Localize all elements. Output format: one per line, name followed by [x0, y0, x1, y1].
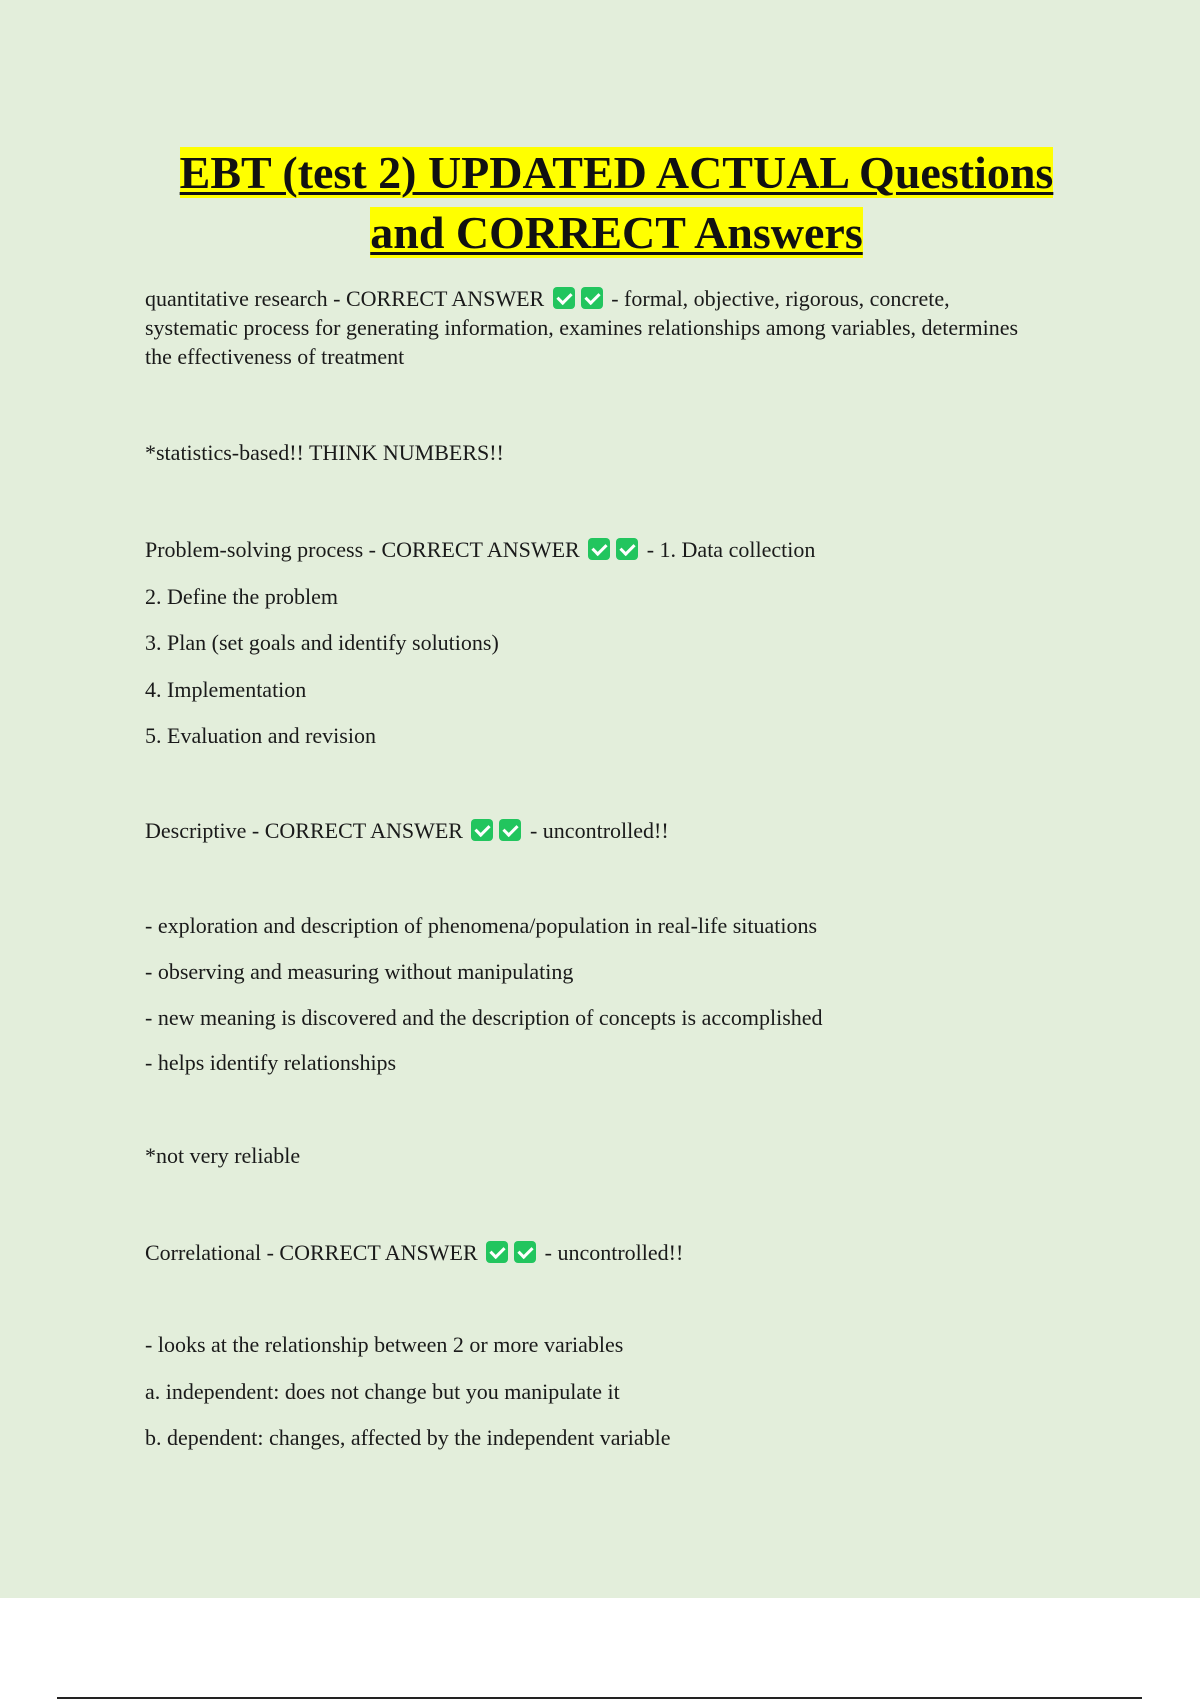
entry-term: Descriptive -: [145, 818, 265, 843]
list-item: 4. Implementation: [145, 677, 307, 702]
list-item: - observing and measuring without manipulating: [145, 959, 574, 984]
list-item: - helps identify relationships: [145, 1050, 397, 1075]
entry-term: Problem-solving process -: [145, 537, 382, 562]
check-box-icon: [471, 819, 493, 841]
entry-answer: - uncontrolled!!: [529, 818, 669, 843]
check-box-icon: [514, 1241, 536, 1263]
check-box-icon: [486, 1241, 508, 1263]
list-item: 2. Define the problem: [145, 584, 339, 609]
entry-correlational: [145, 1238, 683, 1267]
entry-quantitative-research: [145, 284, 1045, 371]
check-box-icon: [581, 287, 603, 309]
list-item: 3. Plan (set goals and identify solutions): [145, 630, 499, 655]
check-box-icon: [499, 819, 521, 841]
answer-marker: CORRECT ANSWER: [381, 537, 580, 562]
entry-answer: - 1. Data collection: [646, 537, 816, 562]
entry-descriptive: [145, 816, 669, 845]
page-divider: [57, 1697, 1142, 1699]
list-item: - new meaning is discovered and the description of concepts is accomplished: [145, 1005, 823, 1030]
entry-answer: - uncontrolled!!: [544, 1240, 684, 1265]
check-box-icon: [588, 538, 610, 560]
entry-note: *statistics-based!! THINK NUMBERS!!: [145, 440, 504, 465]
list-item: - exploration and description of phenomena/population in real-life situations: [145, 913, 818, 938]
entry-answer: - formal, objective, rigorous, concrete, systematic process for generating information, examines relationships among variables, determines the effectiveness of treatment: [145, 286, 1019, 369]
list-item: 5. Evaluation and revision: [145, 723, 376, 748]
check-box-icon: [553, 287, 575, 309]
list-item: - looks at the relationship between 2 or more variables: [145, 1332, 624, 1357]
entry-term: Correlational -: [145, 1240, 280, 1265]
document-title: EBT (test 2) UPDATED ACTUAL Questions and CORRECT Answers: [179, 147, 1054, 258]
answer-marker: CORRECT ANSWER: [264, 818, 463, 843]
entry-note: *not very reliable: [145, 1143, 301, 1168]
entry-term: quantitative research -: [145, 286, 346, 311]
entry-problem-solving-process: [145, 535, 815, 564]
check-box-icon: [616, 538, 638, 560]
list-item: b. dependent: changes, affected by the independent variable: [145, 1425, 671, 1450]
list-item: a. independent: does not change but you manipulate it: [145, 1379, 620, 1404]
answer-marker: CORRECT ANSWER: [345, 286, 545, 311]
answer-marker: CORRECT ANSWER: [279, 1240, 478, 1265]
